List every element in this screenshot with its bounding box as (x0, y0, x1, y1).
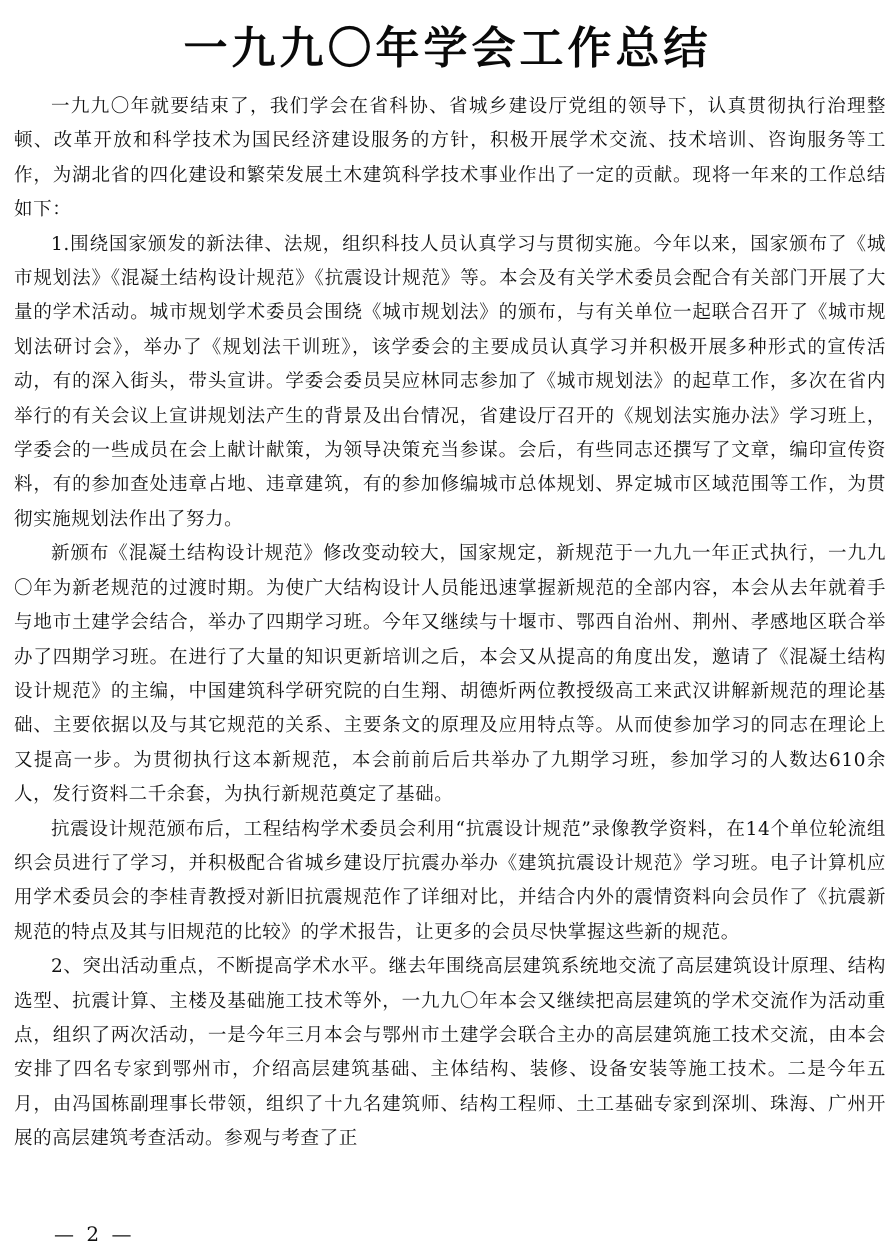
document-body (14, 90, 886, 1157)
paragraph-intro: 一九九〇年就要结束了，我们学会在省科协、省城乡建设厅党组的领导下，认真贯彻执行治理整顿、改革开放和科学技术为国民经济建设服务的方针，积极开展学术交流、技术培训、咨询服务等工作，为湖北省的四化建设和繁荣发展土木建筑科学技术事业作出了一定的贡献。现将一年来的工作总结如下： (14, 96, 886, 221)
document-title: 一九九〇年学会工作总结 (183, 23, 712, 74)
paragraph-section-2: 2、突出活动重点，不断提高学术水平。继去年围绕高层建筑系统地交流了高层建筑设计原理、结构选型、抗震计算、主楼及基础施工技术等外，一九九〇年本会又继续把高层建筑的学术交流作为活动重点，组织了两次活动，一是今年三月本会与鄂州市土建学会联合主办的高层建筑施工技术交流，由本会安排了四名专家到鄂州市，介绍高层建筑基础、主体结构、装修、设备安装等施工技术。二是今年五月，由冯国栋副理事长带领，组织了十九名建筑师、结构工程师、土工基础专家到深圳、珠海、广州开展的高层建筑考查活动。参观与考查了正 (14, 956, 886, 1150)
paragraph-concrete-code: 新颁布《混凝土结构设计规范》修改变动较大，国家规定，新规范于一九九一年正式执行，一九九〇年为新老规范的过渡时期。为使广大结构设计人员能迅速掌握新规范的全部内容，本会从去年就着手与地市土建学会结合，举办了四期学习班。今年又继续与十堰市、鄂西自治州、荆州、孝感地区联合举办了四期学习班。在进行了大量的知识更新培训之后，本会又从提高的角度出发，邀请了《混凝土结构设计规范》的主编，中国建筑科学研究院的白生翔、胡德炘两位教授级高工来武汉讲解新规范的理论基础、主要依据以及与其它规范的关系、主要条文的原理及应用特点等。从而使参加学习的同志在理论上又提高一步。为贯彻执行这本新规范，本会前前后后共举办了九期学习班，参加学习的人数达610余人，发行资料二千余套，为执行新规范奠定了基础。 (14, 543, 886, 806)
paragraph-section-1: 1.围绕国家颁发的新法律、法规，组织科技人员认真学习与贯彻实施。今年以来，国家颁布了《城市规划法》《混凝土结构设计规范》《抗震设计规范》等。本会及有关学术委员会配合有关部门开展了大量的学术活动。城市规划学术委员会围绕《城市规划法》的颁布，与有关单位一起联合召开了《城市规划法研讨会》，举办了《规划法干训班》，该学委会的主要成员认真学习并积极开展多种形式的宣传活动，有的深入街头，带头宣讲。学委会委员吴应林同志参加了《城市规划法》的起草工作，多次在省内举行的有关会议上宣讲规划法产生的背景及出台情况，省建设厅召开的《规划法实施办法》学习班上，学委会的一些成员在会上献计献策，为领导决策充当参谋。会后，有些同志还撰写了文章，编印宣传资料，有的参加查处违章占地、违章建筑，有的参加修编城市总体规划、界定城市区域范围等工作，为贯彻实施规划法作出了努力。 (14, 233, 886, 530)
page-number: — 2 — (54, 1222, 135, 1246)
paragraph-seismic-code: 抗震设计规范颁布后，工程结构学术委员会利用“抗震设计规范”录像教学资料，在14个单位轮流组织会员进行了学习，并积极配合省城乡建设厅抗震办举办《建筑抗震设计规范》学习班。电子计算机应用学术委员会的李桂青教授对新旧抗震规范作了详细对比，并结合内外的震情资料向会员作了《抗震新规范的特点及其与旧规范的比较》的学术报告，让更多的会员尽快掌握这些新的规范。 (14, 818, 886, 943)
